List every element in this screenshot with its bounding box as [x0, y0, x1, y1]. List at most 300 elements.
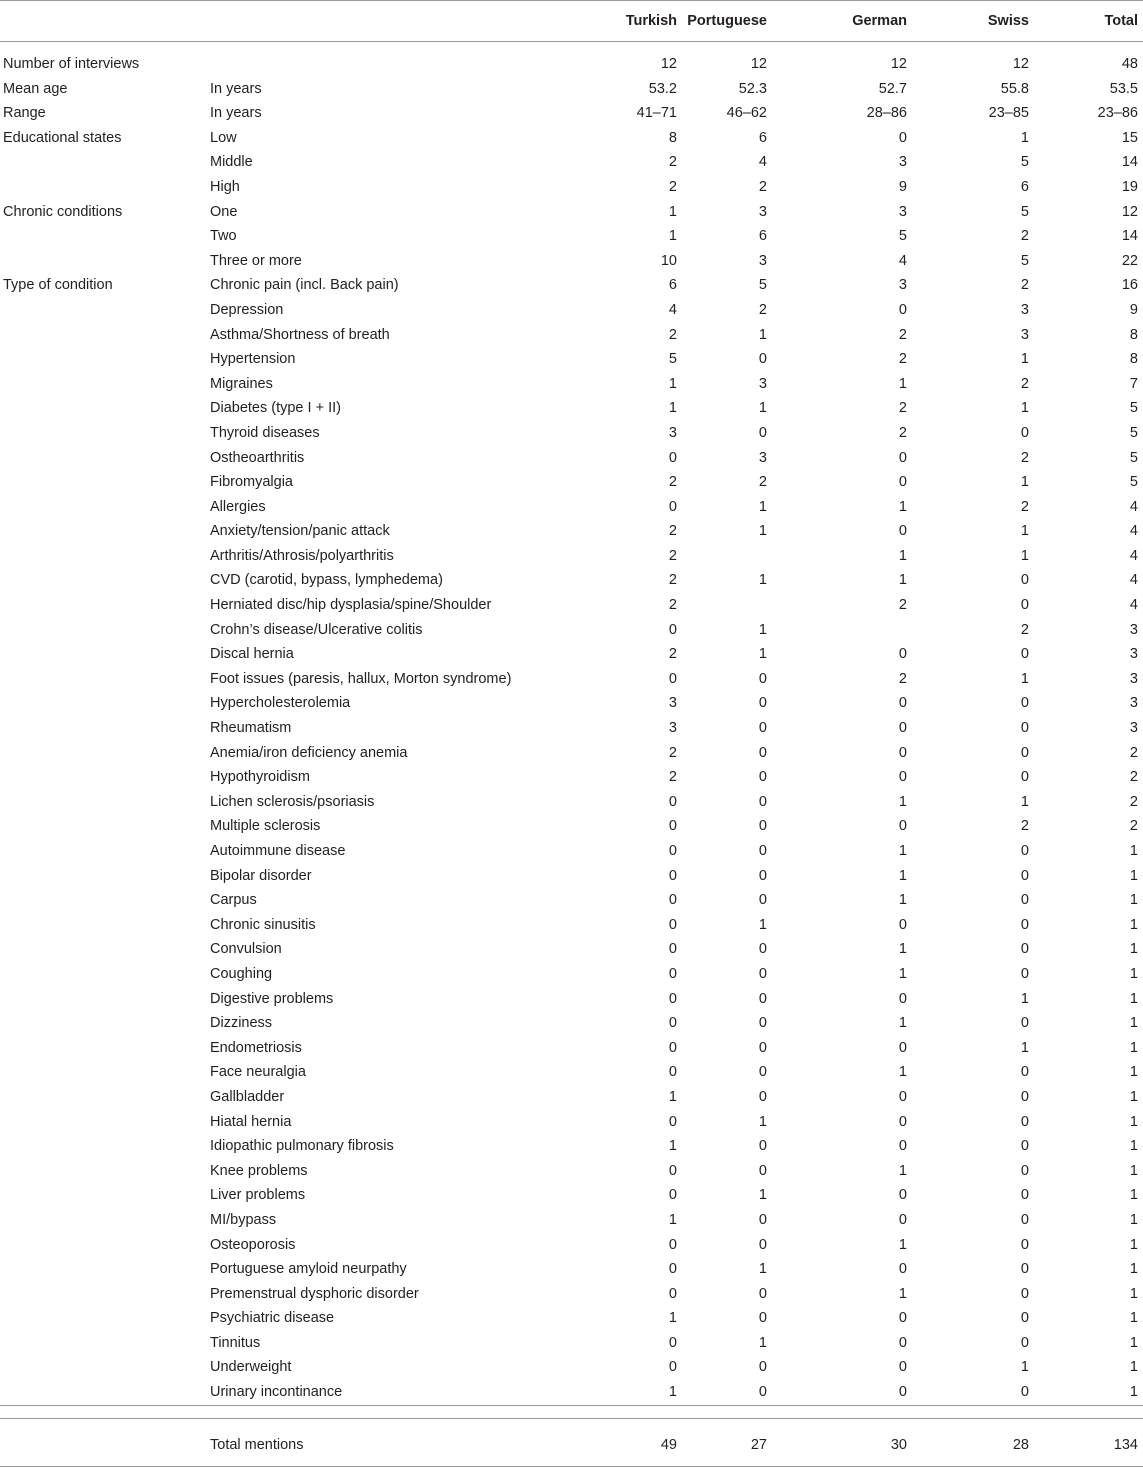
cell-turkish: 12	[660, 56, 677, 72]
cell-category	[0, 175, 206, 200]
cell-portuguese: 5	[758, 277, 767, 294]
cell-total: 15	[1121, 129, 1138, 146]
table-row	[0, 1306, 1143, 1331]
cell-total: 2	[1129, 818, 1138, 835]
cell-german: 0	[898, 1211, 907, 1228]
cell-german: 0	[898, 474, 907, 491]
cell-total: 8	[1129, 326, 1138, 343]
cell-turkish: 0	[668, 793, 677, 810]
table-row	[0, 175, 1143, 200]
table-row	[0, 126, 1143, 151]
cell-portuguese: 0	[758, 1039, 767, 1056]
cell-subcategory: Migraines	[210, 375, 273, 392]
cell-turkish: 0	[668, 990, 677, 1007]
cell-swiss: 0	[1020, 1334, 1029, 1351]
table-row	[0, 1282, 1143, 1307]
table-row	[0, 987, 1143, 1012]
cell-swiss: 3	[1020, 326, 1029, 343]
cell-category	[0, 642, 206, 667]
cell-subcategory: Foot issues (paresis, hallux, Morton syndrome)	[210, 670, 512, 687]
cell-total: 2	[1129, 744, 1138, 761]
cell-german: 28–86	[866, 105, 907, 122]
table-row	[0, 495, 1143, 520]
cell-subcategory: Depression	[210, 301, 284, 318]
cell-swiss: 1	[1020, 1039, 1029, 1056]
cell-turkish: 0	[668, 621, 677, 638]
cell-swiss: 0	[1020, 572, 1029, 589]
cell-german: 0	[898, 523, 907, 540]
cell-total: 5	[1129, 424, 1138, 441]
table-row	[0, 962, 1143, 987]
cell-turkish: 1	[668, 1088, 677, 1105]
cell-turkish: 3	[668, 720, 677, 737]
cell-total: 4	[1129, 597, 1138, 614]
cell-subcategory: Hypercholesterolemia	[210, 695, 351, 712]
cell-swiss: 1	[1020, 670, 1029, 687]
cell-turkish: 0	[668, 1162, 677, 1179]
cell-subcategory: Middle	[210, 154, 253, 171]
cell-swiss: 0	[1020, 1384, 1029, 1401]
table-row	[0, 765, 1143, 790]
cell-portuguese: 1	[758, 400, 767, 417]
table-row	[0, 1060, 1143, 1085]
cell-category	[0, 150, 206, 175]
cell-subcategory: Allergies	[210, 498, 266, 515]
cell-turkish: 1	[668, 1310, 677, 1327]
cell-category: Number of interviews	[3, 56, 140, 72]
cell-turkish: 0	[668, 1359, 677, 1376]
cell-category	[0, 1257, 206, 1282]
cell-subcategory: Digestive problems	[210, 990, 334, 1007]
cell-turkish: 0	[668, 1015, 677, 1032]
cell-total: 1	[1129, 1261, 1138, 1278]
cell-total: 14	[1121, 228, 1138, 245]
table-row	[0, 568, 1143, 593]
cell-german: 0	[898, 646, 907, 663]
header-row	[0, 1, 1143, 42]
cell-subcategory: Liver problems	[210, 1187, 306, 1204]
table-row	[0, 1085, 1143, 1110]
table-row	[0, 101, 1143, 126]
cell-swiss: 1	[1020, 129, 1029, 146]
footer-cell-swiss: 28	[962, 1418, 1055, 1466]
cell-portuguese: 1	[758, 646, 767, 663]
cell-total: 1	[1129, 1162, 1138, 1179]
cell-turkish: 0	[668, 867, 677, 884]
cell-swiss: 2	[1020, 449, 1029, 466]
cell-subcategory	[206, 42, 550, 77]
cell-total: 3	[1129, 670, 1138, 687]
cell-turkish: 8	[668, 129, 677, 146]
table-row	[0, 1233, 1143, 1258]
cell-swiss: 6	[1020, 178, 1029, 195]
footer-cell-turkish: 49	[550, 1418, 684, 1466]
cell-german: 1	[898, 965, 907, 982]
cell-category	[0, 814, 206, 839]
cell-total: 1	[1129, 1236, 1138, 1253]
cell-swiss: 0	[1020, 424, 1029, 441]
cell-category	[0, 1159, 206, 1184]
cell-subcategory: Endometriosis	[210, 1039, 302, 1056]
cell-german: 0	[898, 1261, 907, 1278]
cell-german: 1	[898, 375, 907, 392]
cell-german: 5	[898, 228, 907, 245]
cell-swiss: 1	[1020, 351, 1029, 368]
table-row	[0, 347, 1143, 372]
cell-swiss: 0	[1020, 1261, 1029, 1278]
cell-swiss: 0	[1020, 867, 1029, 884]
cell-subcategory: Low	[210, 129, 237, 146]
cell-swiss: 5	[1020, 203, 1029, 220]
cell-total: 2	[1129, 793, 1138, 810]
cell-subcategory: Carpus	[210, 892, 257, 909]
table-body	[0, 42, 1143, 1406]
table-row	[0, 864, 1143, 889]
cell-total: 1	[1129, 892, 1138, 909]
cell-swiss: 0	[1020, 1015, 1029, 1032]
cell-category	[0, 937, 206, 962]
cell-subcategory: One	[210, 203, 238, 220]
cell-german: 12	[890, 56, 907, 72]
cell-portuguese: 0	[758, 793, 767, 810]
table-row	[0, 224, 1143, 249]
table-row	[0, 323, 1143, 348]
cell-german: 1	[898, 1064, 907, 1081]
cell-category	[0, 1306, 206, 1331]
cell-german: 0	[898, 1138, 907, 1155]
cell-subcategory: Crohn’s disease/Ulcerative colitis	[210, 621, 423, 638]
cell-turkish: 0	[668, 1261, 677, 1278]
cell-swiss: 1	[1020, 523, 1029, 540]
cell-subcategory: CVD (carotid, bypass, lymphedema)	[210, 572, 443, 589]
cell-category: Range	[3, 105, 46, 122]
table-row	[0, 1257, 1143, 1282]
cell-portuguese: 0	[758, 1088, 767, 1105]
cell-portuguese: 6	[758, 129, 767, 146]
cell-swiss: 1	[1020, 400, 1029, 417]
cell-portuguese	[684, 593, 820, 618]
cell-turkish: 0	[668, 892, 677, 909]
cell-turkish: 0	[668, 1064, 677, 1081]
table-row	[0, 519, 1143, 544]
cell-category: Educational states	[3, 129, 122, 146]
cell-subcategory: Face neuralgia	[210, 1064, 306, 1081]
cell-swiss: 1	[1020, 1359, 1029, 1376]
cell-category	[0, 741, 206, 766]
cell-portuguese: 0	[758, 1384, 767, 1401]
cell-swiss: 1	[1020, 793, 1029, 810]
cell-swiss: 0	[1020, 1064, 1029, 1081]
cell-category	[0, 568, 206, 593]
cell-german: 2	[898, 326, 907, 343]
table-row	[0, 716, 1143, 741]
cell-portuguese: 1	[758, 326, 767, 343]
cell-german: 0	[898, 301, 907, 318]
cell-category	[0, 519, 206, 544]
cell-turkish: 53.2	[648, 80, 677, 97]
table-row	[0, 249, 1143, 274]
cell-total: 1	[1129, 1211, 1138, 1228]
table-row	[0, 1036, 1143, 1061]
cell-turkish: 0	[668, 449, 677, 466]
cell-total: 3	[1129, 695, 1138, 712]
cell-category	[0, 421, 206, 446]
cell-german: 1	[898, 941, 907, 958]
cell-german: 1	[898, 1015, 907, 1032]
cell-portuguese: 1	[758, 1187, 767, 1204]
cell-subcategory: Two	[210, 228, 237, 245]
cell-turkish: 3	[668, 424, 677, 441]
cell-total: 53.5	[1109, 80, 1138, 97]
cell-subcategory: Hypothyroidism	[210, 769, 310, 786]
cell-category	[0, 347, 206, 372]
cell-swiss: 0	[1020, 1310, 1029, 1327]
cell-german: 1	[898, 498, 907, 515]
cell-turkish: 2	[668, 547, 677, 564]
cell-german: 0	[898, 769, 907, 786]
column-header-subcategory	[206, 1, 550, 42]
cell-category	[0, 446, 206, 471]
cell-turkish: 0	[668, 1285, 677, 1302]
cell-subcategory: Tinnitus	[210, 1334, 261, 1351]
cell-subcategory: Arthritis/Athrosis/polyarthritis	[210, 547, 394, 564]
cell-subcategory: Underweight	[210, 1359, 292, 1376]
cell-swiss: 2	[1020, 818, 1029, 835]
cell-portuguese: 2	[758, 474, 767, 491]
table-row	[0, 1208, 1143, 1233]
cell-total: 1	[1129, 1359, 1138, 1376]
cell-subcategory: Bipolar disorder	[210, 867, 312, 884]
cell-turkish: 0	[668, 1039, 677, 1056]
cell-category	[0, 1282, 206, 1307]
cell-category: Chronic conditions	[3, 203, 123, 220]
cell-portuguese: 0	[758, 1359, 767, 1376]
cell-portuguese: 0	[758, 892, 767, 909]
cell-portuguese: 0	[758, 941, 767, 958]
cell-total: 1	[1129, 1138, 1138, 1155]
table-row	[0, 1110, 1143, 1135]
cell-total: 5	[1129, 400, 1138, 417]
cell-turkish: 0	[668, 965, 677, 982]
cell-swiss: 0	[1020, 597, 1029, 614]
cell-category	[0, 470, 206, 495]
cell-turkish: 0	[668, 498, 677, 515]
cell-swiss: 1	[1020, 990, 1029, 1007]
cell-swiss: 2	[1020, 621, 1029, 638]
cell-german: 1	[898, 1236, 907, 1253]
cell-german: 2	[898, 597, 907, 614]
cell-subcategory: Psychiatric disease	[210, 1310, 335, 1327]
cell-total: 19	[1121, 178, 1138, 195]
cell-swiss: 0	[1020, 744, 1029, 761]
cell-subcategory: Multiple sclerosis	[210, 818, 321, 835]
cell-german: 1	[898, 843, 907, 859]
cell-subcategory: In years	[210, 105, 262, 122]
cell-portuguese: 1	[758, 1334, 767, 1351]
cell-turkish: 1	[668, 1384, 677, 1401]
table-row	[0, 396, 1143, 421]
cell-turkish: 1	[668, 203, 677, 220]
cell-subcategory: Autoimmune disease	[210, 843, 346, 859]
table-row	[0, 667, 1143, 692]
cell-category	[0, 1011, 206, 1036]
cell-portuguese: 0	[758, 1211, 767, 1228]
cell-swiss: 0	[1020, 695, 1029, 712]
cell-total: 3	[1129, 646, 1138, 663]
cell-portuguese: 1	[758, 523, 767, 540]
table-row	[0, 937, 1143, 962]
cell-turkish: 5	[668, 351, 677, 368]
cell-portuguese: 0	[758, 1310, 767, 1327]
cell-portuguese: 0	[758, 965, 767, 982]
cell-german: 1	[898, 547, 907, 564]
cell-german: 3	[898, 154, 907, 171]
table-row	[0, 470, 1143, 495]
cell-german: 1	[898, 572, 907, 589]
cell-portuguese: 6	[758, 228, 767, 245]
cell-turkish: 2	[668, 572, 677, 589]
total-mentions-row	[0, 1418, 1143, 1466]
cell-turkish: 0	[668, 1334, 677, 1351]
cell-subcategory: Rheumatism	[210, 720, 292, 737]
cell-swiss: 0	[1020, 965, 1029, 982]
cell-category	[0, 1380, 206, 1405]
cell-german: 1	[898, 1162, 907, 1179]
table-row	[0, 593, 1143, 618]
cell-subcategory: Hypertension	[210, 351, 296, 368]
cell-german: 4	[898, 252, 907, 269]
cell-portuguese: 0	[758, 695, 767, 712]
cell-swiss: 0	[1020, 720, 1029, 737]
cell-total: 4	[1129, 523, 1138, 540]
cell-turkish: 0	[668, 843, 677, 859]
cell-german: 1	[898, 867, 907, 884]
cell-total: 5	[1129, 474, 1138, 491]
cell-category	[0, 790, 206, 815]
cell-portuguese: 0	[758, 769, 767, 786]
cell-total: 22	[1121, 252, 1138, 269]
table-row	[0, 691, 1143, 716]
cell-swiss: 0	[1020, 916, 1029, 933]
cell-subcategory: Anemia/iron deficiency anemia	[210, 744, 408, 761]
cell-total: 12	[1121, 203, 1138, 220]
cell-total: 4	[1129, 572, 1138, 589]
column-header-swiss: Swiss	[962, 1, 1055, 42]
cell-portuguese: 0	[758, 670, 767, 687]
table-row	[0, 814, 1143, 839]
table-row	[0, 1380, 1143, 1405]
footer-cell-subcategory: Total mentions	[206, 1418, 550, 1466]
cell-turkish: 1	[668, 228, 677, 245]
cell-subcategory: Portuguese amyloid neurpathy	[210, 1261, 407, 1278]
cell-portuguese: 0	[758, 1064, 767, 1081]
cell-category	[0, 544, 206, 569]
column-header-category	[0, 1, 206, 42]
cell-turkish: 0	[668, 1236, 677, 1253]
table-row	[0, 913, 1143, 938]
cell-category	[0, 667, 206, 692]
cell-german: 52.7	[878, 80, 907, 97]
cell-german: 1	[898, 793, 907, 810]
cell-subcategory: Discal hernia	[210, 646, 294, 663]
cell-portuguese: 3	[758, 449, 767, 466]
cell-turkish: 1	[668, 1211, 677, 1228]
cell-total: 7	[1129, 375, 1138, 392]
cell-swiss: 0	[1020, 892, 1029, 909]
cell-category	[0, 323, 206, 348]
cell-portuguese: 1	[758, 572, 767, 589]
footer-cell-portuguese: 27	[684, 1418, 820, 1466]
cell-turkish: 41–71	[636, 105, 677, 122]
cell-category	[0, 1331, 206, 1356]
cell-subcategory: Ostheoarthritis	[210, 449, 305, 466]
cell-subcategory: Idiopathic pulmonary fibrosis	[210, 1138, 394, 1155]
cell-total: 2	[1129, 769, 1138, 786]
cell-turkish: 2	[668, 597, 677, 614]
cell-swiss: 0	[1020, 843, 1029, 859]
cell-total: 23–86	[1097, 105, 1138, 122]
cell-turkish: 1	[668, 375, 677, 392]
cell-portuguese: 52.3	[738, 80, 767, 97]
cell-german: 0	[898, 1113, 907, 1130]
cell-german: 0	[898, 1384, 907, 1401]
cell-german: 3	[898, 277, 907, 294]
cell-german: 0	[898, 1359, 907, 1376]
cell-subcategory: Chronic pain (incl. Back pain)	[210, 277, 399, 294]
cell-german: 0	[898, 1334, 907, 1351]
cell-total: 48	[1121, 56, 1138, 72]
cell-total: 1	[1129, 965, 1138, 982]
cell-portuguese: 4	[758, 154, 767, 171]
cell-total: 14	[1121, 154, 1138, 171]
cell-swiss: 0	[1020, 941, 1029, 958]
column-header-total: Total	[1055, 1, 1143, 42]
cell-swiss: 2	[1020, 277, 1029, 294]
cell-category	[0, 987, 206, 1012]
cell-turkish: 0	[668, 818, 677, 835]
cell-turkish: 2	[668, 326, 677, 343]
cell-german: 2	[898, 400, 907, 417]
cell-total: 1	[1129, 1039, 1138, 1056]
cell-turkish: 0	[668, 670, 677, 687]
cell-turkish: 10	[660, 252, 677, 269]
cell-category	[0, 839, 206, 864]
table-row	[0, 421, 1143, 446]
cell-category	[0, 716, 206, 741]
cell-total: 1	[1129, 1113, 1138, 1130]
table-row	[0, 888, 1143, 913]
cell-portuguese: 1	[758, 1261, 767, 1278]
table-header	[0, 1, 1143, 42]
cell-portuguese: 0	[758, 1236, 767, 1253]
cell-portuguese: 0	[758, 1138, 767, 1155]
cell-german: 0	[898, 695, 907, 712]
cell-turkish: 1	[668, 1138, 677, 1155]
cell-turkish: 2	[668, 769, 677, 786]
cell-german: 0	[898, 1310, 907, 1327]
column-header-german: German	[820, 1, 962, 42]
cell-german: 0	[898, 818, 907, 835]
table-row	[0, 544, 1143, 569]
cell-subcategory: Herniated disc/hip dysplasia/spine/Shoulder	[210, 597, 492, 614]
cell-german: 0	[898, 916, 907, 933]
cell-subcategory: Diabetes (type I + II)	[210, 400, 341, 417]
cell-german: 1	[898, 892, 907, 909]
cell-subcategory: Coughing	[210, 965, 273, 982]
footer-cell-total: 134	[1055, 1418, 1143, 1466]
table-row	[0, 642, 1143, 667]
cell-turkish: 0	[668, 1187, 677, 1204]
